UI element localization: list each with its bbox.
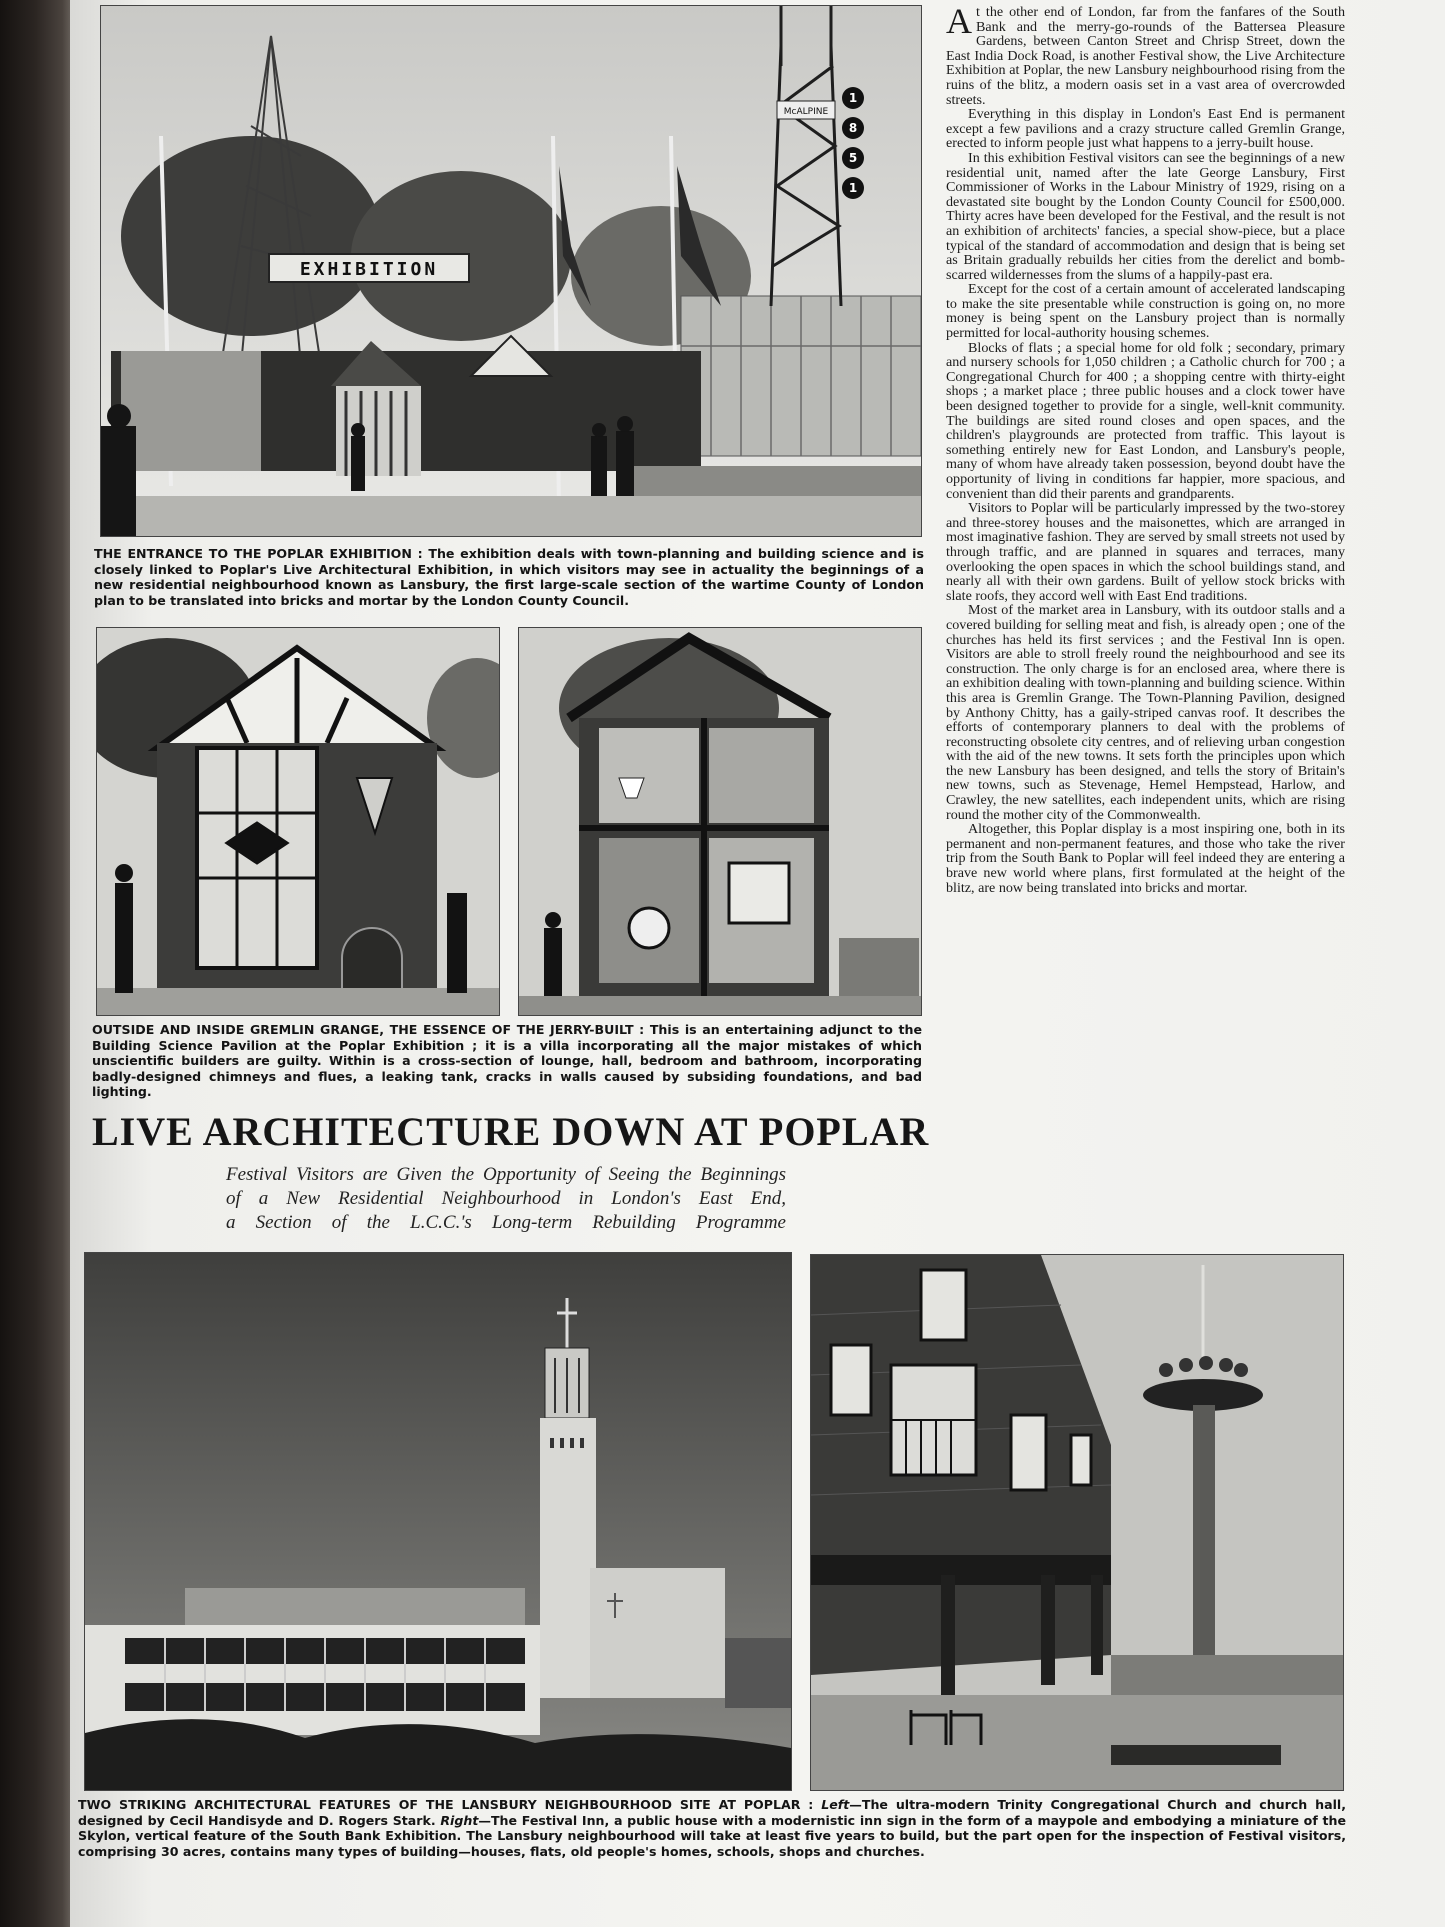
caption-entrance-body: The exhibition deals with town-planning and building science and is closely linked to Poplar's Live Architectural Exhibition, in which visitors may see in actuality the beginnings of a new residential neighbourhood known as Lansbury, the first large-scale section of the wartime County of London plan to be translated into bricks and mortar by the London County Council. — [94, 546, 924, 608]
caption-exhibition-entrance — [94, 546, 924, 608]
clock-digit-3: 5 — [848, 151, 858, 165]
caption-lansbury-features — [78, 1797, 1346, 1859]
article-paragraph-7: Most of the market area in Lansbury, with its outdoor stalls and a covered building for selling meat and fish, is already open ; one of the churches has held its first services ; and the Festival Inn is open. Visitors are able to stroll freely round the neighbourhood and see its construction. The only charge is for an enclosed area, where there is an exhibition dealing with town-planning and building science. Within this area is Gremlin Grange. The Town-Planning Pavilion, designed by Anthony Chitty, has a gaily-striped canvas roof. It describes the efforts of contemporary planners to deal with the problems of reconstructing obsolete city centres, and of relieving urban congestion with the aid of the new towns. It sets forth the principles upon which the new Lansbury has been designed, and tells the story of Britain's new towns, such as Stevenage, Hemel Hempstead, Harlow, and Crawley, the new satellites, each independent units, which are rising round the mother city of the Commonwealth. — [946, 602, 1345, 823]
clock-digit-4: 1 — [848, 181, 858, 195]
page-headline: LIVE ARCHITECTURE DOWN AT POPLAR — [92, 1109, 930, 1154]
subheading-line-1: Festival Visitors are Given the Opportunity of Seeing the Beginnings — [226, 1164, 786, 1185]
caption-gremlin-lead: OUTSIDE AND INSIDE GREMLIN GRANGE, THE ESSENCE OF THE JERRY-BUILT : — [92, 1022, 645, 1037]
article-paragraph-3: In this exhibition Festival visitors can see the beginnings of a new residential unit, named after the late George Lansbury, First Commissioner of Works in the Labour Ministry of 1929, rising on a devastated site bought by the London County Council for £500,000. Thirty acres have been developed for the Festival, and the result is not an exhibition of architects' fancies, a special show-piece, but a place typical of the standard of accommodation and design that is being set as Britain gradually rebuilds her cities from the derelict and bomb-scarred wildernesses from the slums of a happily-past era. — [946, 149, 1345, 283]
article-paragraph-2: Everything in this display in London's East End is permanent except a few pavilions and a crazy structure called Gremlin Grange, erected to inform people just what happens to a jerry-built house. — [946, 106, 1345, 152]
article-paragraph-1 — [946, 1, 1345, 108]
book-spine-shadow — [0, 0, 78, 1927]
caption-bottom-left-label: Left — [821, 1797, 850, 1812]
clock-digit-1: 1 — [848, 91, 858, 105]
subheading-line-2: of a New Residential Neighbourhood in London's East End, — [226, 1188, 786, 1209]
caption-gremlin-body: This is an entertaining adjunct to the Building Science Pavilion at the Poplar Exhibition ; it is a villa incorporating all the major mistakes of which unscientific builders are guilty. Within is a cross-section of lounge, hall, bedroom and bathroom, incorporating badly-designed chimneys and flues, a leaking tank, cracks in walls caused by subsiding foundations, and bad lighting. — [92, 1022, 922, 1099]
article-paragraph-4: Except for the cost of a certain amount of accelerated landscaping to make the site presentable while construction is going on, no more money is being spent on the Lansbury project than is normally permitted for local-authority housing schemes. — [946, 281, 1345, 342]
article-paragraph-5: Blocks of flats ; a special home for old folk ; secondary, primary and nursery schools for 1,050 children ; a Catholic church for 700 ; a Congregational Church for 400 ; a shopping centre with thirty-eight shops ; a market place ; three public houses and a clock tower have been designed together to provide for a single, well-knit community. The buildings are sited round closes and open spaces, and the children's playgrounds are protected from traffic. This layout is something entirely new for East London, and Lansbury's people, many of whom have already taken possession, beyond doubt have the opportunity of living in conditions far happier, more spacious, and convenient than did their parents and grandparents. — [946, 339, 1345, 502]
caption-bottom-lead: TWO STRIKING ARCHITECTURAL FEATURES OF THE LANSBURY NEIGHBOURHOOD SITE AT POPLAR : — [78, 1797, 814, 1812]
article-paragraph-8: Altogether, this Poplar display is a most inspiring one, both in its permanent and non-permanent features, and those who take the river trip from the South Bank to Poplar will feel indeed they are entering a brave new world where plans, first formulated at the height of the blitz, are now being translated into bricks and mortar. — [946, 821, 1345, 896]
caption-bottom-right-text: —The Festival Inn, a public house with a modernistic inn sign in the form of a maypole and embodying a miniature of the Skylon, vertical feature of the South Bank Exhibition. The Lansbury neighbourhood will take at least five years to build, but the part open for the inspection of Festival visitors, comprising 30 acres, contains many types of building—houses, flats, old people's homes, schools, shops and churches. — [78, 1812, 1347, 1859]
article-dropcap: A — [946, 1, 972, 41]
photo-gremlin-grange-inside — [518, 627, 922, 1016]
article-paragraph-1-text: t the other end of London, far from the fanfares of the South Bank and the merry-go-rounds of the Battersea Pleasure Gardens, between Canton Street and Chrisp Street, down the East India Dock Road, is another Festival show, the Live Architecture Exhibition at Poplar, the new Lansbury neighbourhood rising from the ruins of the blitz, a modern oasis set in a vast area of overcrowded streets. — [946, 4, 1345, 108]
exhibition-sign-text: EXHIBITION — [299, 259, 439, 280]
photo-festival-inn — [810, 1254, 1344, 1791]
caption-bottom-left-text: —The ultra-modern Trinity Congregational Church and church hall, designed by Cecil Handisyde and D. Rogers Stark. — [78, 1797, 1347, 1828]
page-subheading — [226, 1163, 786, 1235]
article-body — [946, 1, 1345, 896]
caption-entrance-lead: THE ENTRANCE TO THE POPLAR EXHIBITION : — [94, 546, 423, 561]
caption-bottom-right-label: Right — [440, 1812, 479, 1828]
photo-gremlin-grange-outside — [96, 627, 500, 1016]
article-paragraph-6: Visitors to Poplar will be particularly impressed by the two-storey and three-storey houses and the maisonettes, which are arranged in most imaginative fashion. They are served by small streets not used by through traffic, and are planned in squares and terraces, many overlooking the open spaces in which the school buildings stand, and nearly all with their own gardens. Built of yellow stock bricks with slate roofs, they accord well with East End traditions. — [946, 500, 1345, 604]
caption-gremlin-grange — [92, 1022, 922, 1100]
photo-exhibition-entrance — [100, 5, 922, 537]
clock-digit-2: 8 — [848, 121, 858, 135]
crane-sign-text: McALPINE — [783, 107, 829, 117]
subheading-line-3: a Section of the L.C.C.'s Long-term Rebuilding Programme — [226, 1212, 786, 1233]
photo-trinity-church — [84, 1252, 792, 1791]
